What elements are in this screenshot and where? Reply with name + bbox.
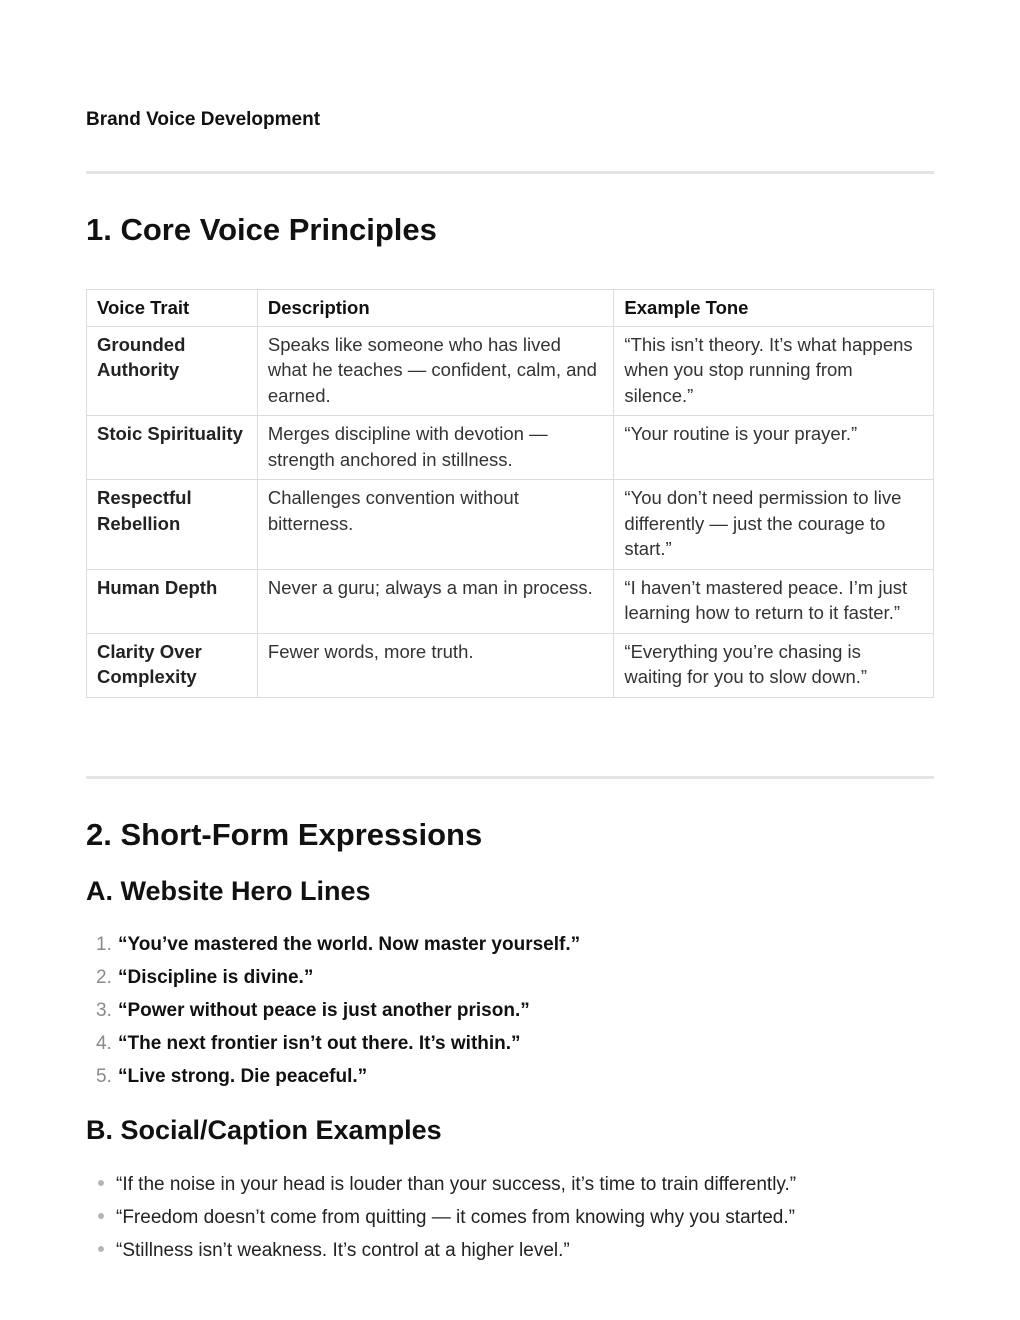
table-row (87, 480, 934, 570)
divider (86, 776, 934, 779)
list-item (96, 1064, 580, 1097)
column-header-description: Description (257, 290, 614, 327)
example-tone-cell: “You don’t need permission to live differently — just the courage to start.” (614, 480, 934, 570)
table-row (87, 633, 934, 697)
section-heading-short-form: 2. Short-Form Expressions (86, 817, 483, 852)
voice-trait-cell: Stoic Spirituality (87, 416, 258, 480)
caption-text: “Freedom doesn’t come from quitting — it comes from knowing why you started.” (116, 1207, 795, 1228)
caption-text: “Stillness isn’t weakness. It’s control at a higher level.” (116, 1240, 570, 1261)
hero-line-text: “Power without peace is just another prison.” (118, 1000, 530, 1021)
social-caption-list (98, 1172, 796, 1271)
section-heading-core-voice: 1. Core Voice Principles (86, 212, 437, 247)
bullet-icon (98, 1213, 104, 1219)
list-item (96, 932, 580, 965)
list-number: 1. (96, 934, 112, 955)
example-tone-cell: “Everything you’re chasing is waiting for you to slow down.” (614, 633, 934, 697)
example-tone-cell: “Your routine is your prayer.” (614, 416, 934, 480)
voice-principles-table (86, 289, 934, 698)
example-tone-cell: “This isn’t theory. It’s what happens when you stop running from silence.” (614, 326, 934, 416)
table-row (87, 569, 934, 633)
table-header-row (87, 290, 934, 327)
description-cell: Merges discipline with devotion — strength anchored in stillness. (257, 416, 614, 480)
bullet-icon (98, 1246, 104, 1252)
list-number: 2. (96, 967, 112, 988)
subheading-website-hero-lines: A. Website Hero Lines (86, 876, 371, 906)
voice-trait-cell: Clarity Over Complexity (87, 633, 258, 697)
list-item (96, 1031, 580, 1064)
description-cell: Challenges convention without bitterness. (257, 480, 614, 570)
description-cell: Never a guru; always a man in process. (257, 569, 614, 633)
subheading-social-caption-examples: B. Social/Caption Examples (86, 1115, 442, 1145)
table-row (87, 416, 934, 480)
list-item (96, 965, 580, 998)
description-cell: Fewer words, more truth. (257, 633, 614, 697)
example-tone-cell: “I haven’t mastered peace. I’m just learning how to return to it faster.” (614, 569, 934, 633)
list-item (98, 1205, 796, 1238)
hero-line-text: “Live strong. Die peaceful.” (118, 1066, 368, 1087)
list-number: 4. (96, 1033, 112, 1054)
list-number: 5. (96, 1066, 112, 1087)
divider (86, 171, 934, 174)
caption-text: “If the noise in your head is louder than your success, it’s time to train differently.” (116, 1174, 797, 1195)
hero-line-text: “You’ve mastered the world. Now master yourself.” (118, 934, 581, 955)
column-header-example-tone: Example Tone (614, 290, 934, 327)
voice-trait-cell: Human Depth (87, 569, 258, 633)
hero-lines-list (96, 932, 580, 1097)
hero-line-text: “Discipline is divine.” (118, 967, 314, 988)
document-title: Brand Voice Development (86, 109, 321, 130)
voice-trait-cell: Respectful Rebellion (87, 480, 258, 570)
description-cell: Speaks like someone who has lived what he teaches — confident, calm, and earned. (257, 326, 614, 416)
bullet-icon (98, 1180, 104, 1186)
hero-line-text: “The next frontier isn’t out there. It’s within.” (118, 1033, 521, 1054)
column-header-voice-trait: Voice Trait (87, 290, 258, 327)
list-number: 3. (96, 1000, 112, 1021)
table-row (87, 326, 934, 416)
list-item (98, 1172, 796, 1205)
list-item (98, 1238, 796, 1271)
list-item (96, 998, 580, 1031)
voice-trait-cell: Grounded Authority (87, 326, 258, 416)
